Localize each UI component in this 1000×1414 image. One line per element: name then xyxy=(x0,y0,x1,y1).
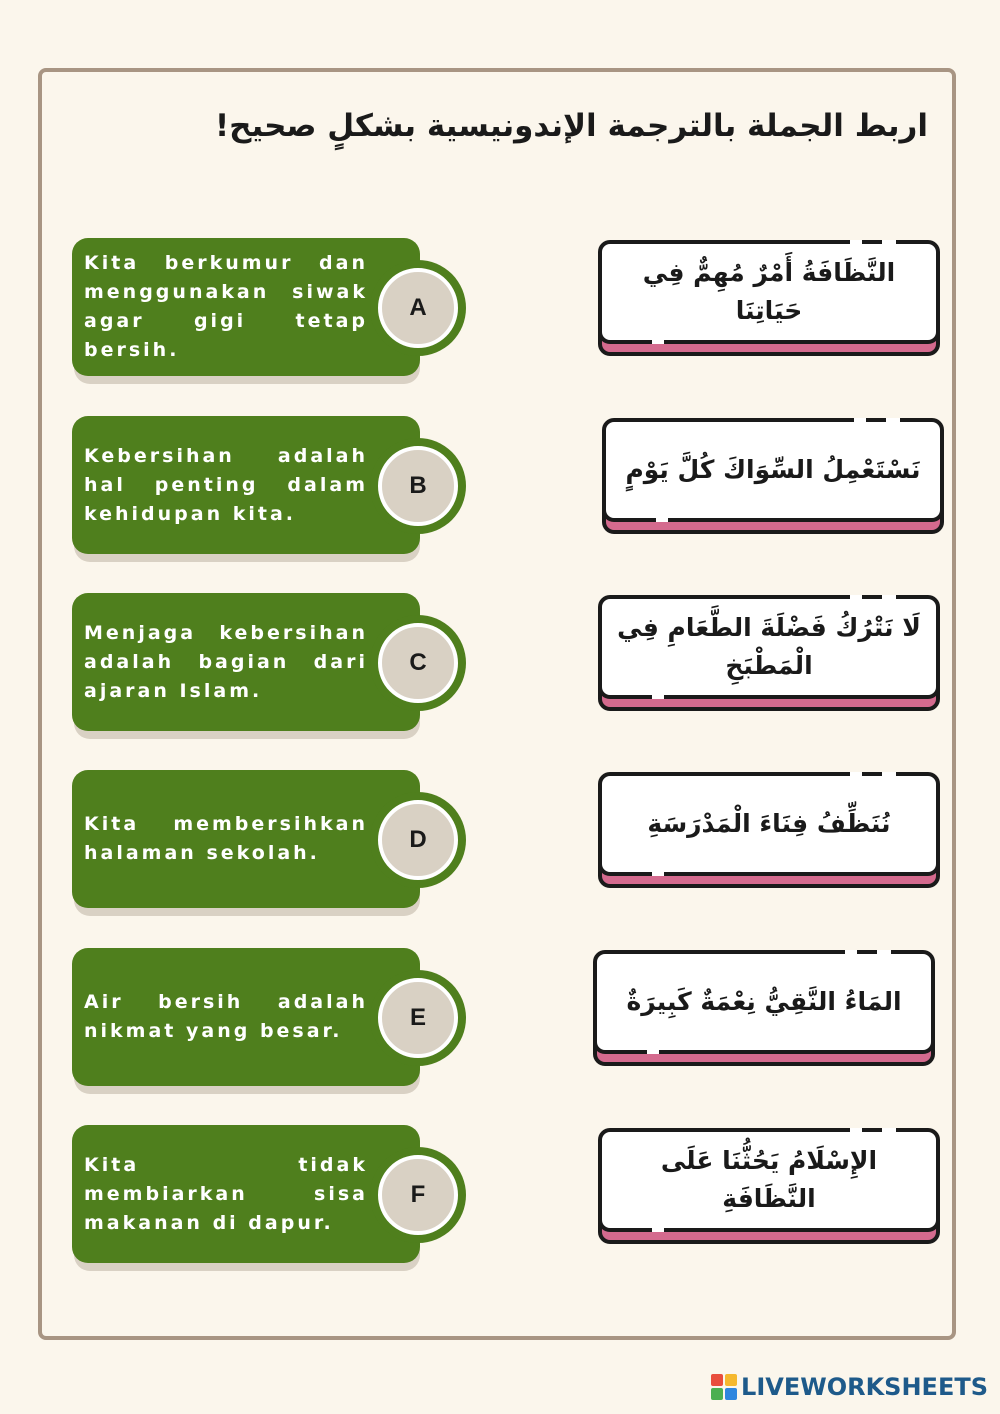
answer-text: Menjaga kebersihan adalah bagian dari ajaran Islam. xyxy=(84,621,368,702)
answer-card-f[interactable] xyxy=(72,1125,420,1263)
arabic-sentence: لَا نَتْرُكُ فَضْلَةَ الطَّعَامِ فِي الْمَطْبَخِ xyxy=(617,613,921,680)
answer-letter: A xyxy=(378,268,458,348)
answer-badge-f[interactable] xyxy=(370,1147,466,1243)
answer-letter: D xyxy=(378,800,458,880)
liveworksheets-logo-icon xyxy=(711,1374,737,1400)
arabic-card-6[interactable] xyxy=(598,1128,940,1244)
answer-badge-b[interactable] xyxy=(370,438,466,534)
answer-letter: E xyxy=(378,978,458,1058)
answer-text: Kita tidak membiarkan sisa makanan di dapur. xyxy=(84,1153,368,1234)
arabic-card-5[interactable] xyxy=(593,950,935,1066)
brand-name: LIVEWORKSHEETS xyxy=(741,1373,988,1401)
answer-badge-a[interactable] xyxy=(370,260,466,356)
liveworksheets-footer xyxy=(711,1372,988,1402)
answer-badge-d[interactable] xyxy=(370,792,466,888)
arabic-card-4[interactable] xyxy=(598,772,940,888)
arabic-card-3[interactable] xyxy=(598,595,940,711)
answer-card-d[interactable] xyxy=(72,770,420,908)
worksheet-title: اربط الجملة بالترجمة الإندونيسية بشكلٍ صحيح! xyxy=(214,108,928,144)
answer-text: Kita membersihkan halaman sekolah. xyxy=(84,813,368,864)
arabic-sentence: النَّظَافَةُ أَمْرٌ مُهِمٌّ فِي حَيَاتِنَا xyxy=(642,258,896,325)
answer-card-e[interactable] xyxy=(72,948,420,1086)
arabic-sentence: نُنَظِّفُ فِنَاءَ الْمَدْرَسَةِ xyxy=(647,809,891,838)
arabic-sentence: نَسْتَعْمِلُ السِّوَاكَ كُلَّ يَوْمٍ xyxy=(625,455,921,484)
answer-badge-e[interactable] xyxy=(370,970,466,1066)
answer-text: Air bersih adalah nikmat yang besar. xyxy=(84,991,368,1042)
answer-letter: F xyxy=(378,1155,458,1235)
answer-card-c[interactable] xyxy=(72,593,420,731)
answer-text: Kita berkumur dan menggunakan siwak agar gigi tetap bersih. xyxy=(84,252,368,361)
answer-letter: B xyxy=(378,446,458,526)
answer-card-b[interactable] xyxy=(72,416,420,554)
answer-text: Kebersihan adalah hal penting dalam kehidupan kita. xyxy=(84,444,368,525)
arabic-card-1[interactable] xyxy=(598,240,940,356)
answer-card-a[interactable] xyxy=(72,238,420,376)
answer-letter: C xyxy=(378,623,458,703)
arabic-sentence: الإِسْلَامُ يَحُثُّنَا عَلَى النَّظَافَةِ xyxy=(660,1146,878,1213)
arabic-card-2[interactable] xyxy=(602,418,944,534)
arabic-sentence: المَاءُ النَّقِيُّ نِعْمَةٌ كَبِيرَةٌ xyxy=(626,987,902,1016)
answer-badge-c[interactable] xyxy=(370,615,466,711)
